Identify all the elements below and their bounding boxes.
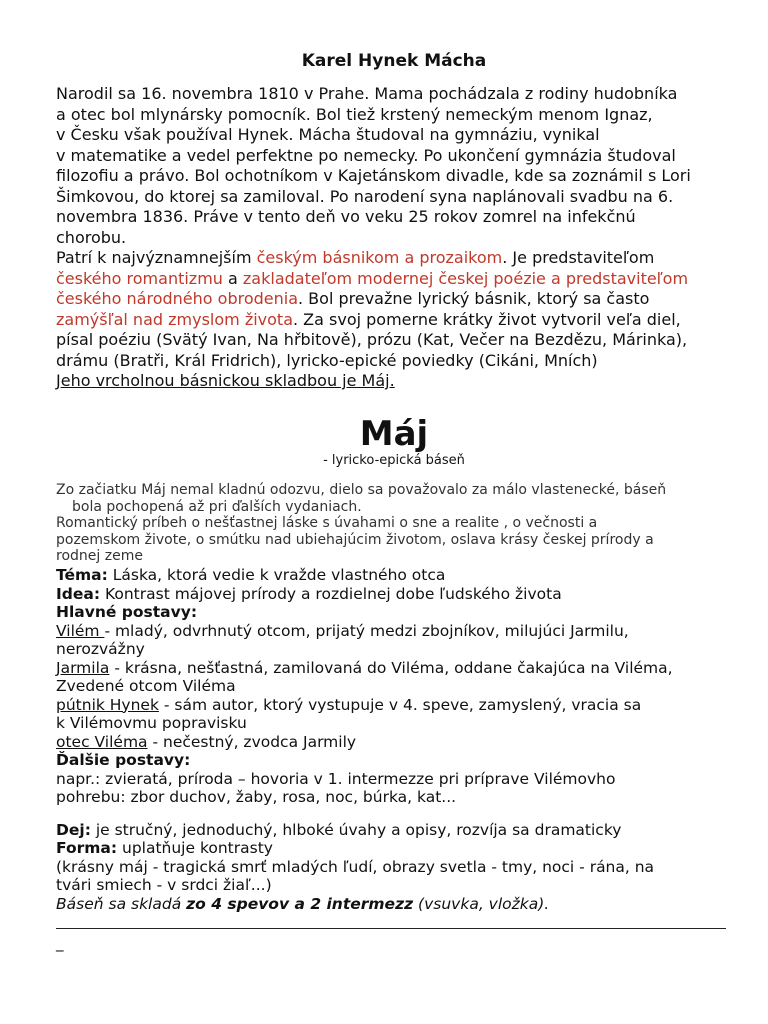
intro-line: Romantický príbeh o nešťastnej láske s úvahami o sne a realite , o večnosti a	[56, 515, 598, 531]
highlight-text: zakladateľom modernej českej poézie a predstaviteľom	[242, 268, 689, 288]
bio-text: Patrí k najvýznamnejším	[56, 248, 257, 267]
horizontal-rule	[56, 928, 726, 929]
structure-text: Báseň sa skladá	[56, 894, 187, 913]
plot-line	[56, 821, 736, 840]
structure-line	[56, 895, 736, 914]
bio-text: . Je predstaviteľom	[502, 248, 655, 267]
idea-text: Kontrast májovej prírody a rozdielnej dobe ľudského života	[100, 584, 562, 603]
character-desc: - krásna, nešťastná, zamilovaná do Viléma, oddane čakajúca na Viléma,	[109, 658, 673, 677]
character-line	[56, 733, 736, 752]
highlight-text: českým básnikom a prozaikom	[256, 248, 503, 267]
biography-paragraph	[56, 84, 732, 392]
highlight-text: českého národného obrodenia	[56, 289, 298, 308]
bio-line: Narodil sa 16. novembra 1810 v Prahe. Mama pochádzala z rodiny hudobníka	[56, 84, 678, 103]
structure-text: (vsuvka, vložka).	[413, 894, 550, 913]
bio-line: filozofiu a právo. Bol ochotníkom v Kajetánskom divadle, kde sa zoznámil s Lori	[56, 166, 691, 185]
bio-line	[56, 310, 732, 331]
character-line	[56, 696, 736, 715]
structure-emphasis: zo 4 spevov a 2 intermezz	[186, 894, 414, 913]
plot-label: Dej:	[56, 820, 91, 839]
bio-line	[56, 289, 732, 310]
highlight-text: zamýšľal nad zmyslom života	[56, 309, 293, 329]
intro-paragraph	[56, 482, 732, 565]
bio-line: a otec bol mlynársky pomocník. Bol tiež krstený nemeckým menom Ignaz,	[56, 104, 653, 124]
bio-line: v Česku však používal Hynek. Mácha študoval na gymnáziu, vynikal	[56, 125, 600, 144]
character-line: nerozvážny	[56, 640, 145, 658]
intro-line: Zo začiatku Máj nemal kladnú odozvu, dielo sa považovalo za málo vlastenecké, báseň	[56, 482, 667, 498]
idea-label: Idea:	[56, 584, 101, 603]
bio-line: novembra 1836. Práve v tento deň vo veku 25 rokov zomrel na infekčnú	[56, 207, 636, 226]
bio-line	[56, 269, 732, 290]
trailing-underscore: _	[56, 934, 64, 952]
form-line	[56, 839, 736, 858]
bio-text: a	[222, 268, 243, 288]
spacer	[56, 807, 736, 821]
bio-line: drámu (Bratři, Král Fridrich), lyricko-epické poviedky (Cikáni, Mních)	[56, 350, 598, 370]
highlight-text: českého romantizmu	[56, 268, 223, 288]
intro-line: bola pochopená až pri ďalších vydaniach.	[72, 498, 362, 515]
character-line: k Vilémovmu popravisku	[56, 714, 247, 732]
bio-line: chorobu.	[56, 227, 127, 247]
character-name: pútnik Hynek	[56, 695, 159, 714]
theme-text: Láska, ktorá vedie k vražde vlastného otca	[107, 566, 446, 584]
form-label: Forma:	[56, 839, 118, 857]
bio-line: písal poéziu (Svätý Ivan, Na hřbitově), prózu (Kat, Večer na Bezdězu, Márinka),	[56, 330, 688, 349]
form-line: (krásny máj - tragická smrť mladých ľudí, obrazy svetla - tmy, noci - rána, na	[56, 857, 655, 876]
main-characters-heading: Hlavné postavy:	[56, 603, 198, 621]
character-desc: - mladý, odvrhnutý otcom, prijatý medzi zbojníkov, milujúci Jarmilu,	[104, 621, 629, 640]
theme-label: Téma:	[56, 566, 108, 584]
character-desc: - nečestný, zvodca Jarmily	[147, 732, 357, 751]
bio-line: v matematike a vedel perfektne po nemecky. Po ukončení gymnázia študoval	[56, 145, 676, 165]
character-line: Zvedené otcom Viléma	[56, 677, 236, 695]
character-name: otec Viléma	[56, 732, 148, 751]
theme-line	[56, 566, 736, 585]
character-name: Jarmila	[56, 658, 110, 677]
section-subtitle: - lyricko-epická báseň	[323, 453, 465, 468]
character-line	[56, 659, 736, 678]
bio-line	[56, 248, 732, 269]
idea-line	[56, 585, 736, 604]
section-title: Máj	[359, 414, 429, 454]
intro-line: pozemskom živote, o smútku nad ubiehajúcim životom, oslava krásy českej prírody a	[56, 531, 654, 548]
other-characters-line: pohrebu: zbor duchov, žaby, rosa, noc, búrka, kat...	[56, 788, 457, 806]
bio-line-underlined: Jeho vrcholnou básnickou skladbou je Máj.	[56, 371, 395, 390]
document-title: Karel Hynek Mácha	[301, 51, 487, 71]
character-name: Vilém	[56, 621, 105, 640]
character-line	[56, 622, 736, 641]
plot-text: je stručný, jednoduchý, hlboké úvahy a opisy, rozvíja sa dramaticky	[90, 820, 622, 839]
form-text: uplatňuje kontrasty	[117, 839, 273, 857]
character-desc: - sám autor, ktorý vystupuje v 4. speve, zamyslený, vracia sa	[158, 695, 642, 714]
intro-line: rodnej zeme	[56, 548, 143, 564]
form-line: tvári smiech - v srdci žiaľ...)	[56, 876, 272, 894]
other-characters-line: napr.: zvieratá, príroda – hovoria v 1. intermezze pri príprave Vilémovho	[56, 769, 616, 788]
bio-line: Šimkovou, do ktorej sa zamiloval. Po narodení syna naplánovali svadbu na 6.	[56, 186, 674, 206]
bio-text: . Bol prevažne lyrický básnik, ktorý sa často	[298, 289, 650, 308]
other-characters-heading: Ďalšie postavy:	[56, 751, 191, 769]
bio-text: . Za svoj pomerne krátky život vytvoril veľa diel,	[293, 309, 681, 329]
details-section	[56, 566, 736, 913]
